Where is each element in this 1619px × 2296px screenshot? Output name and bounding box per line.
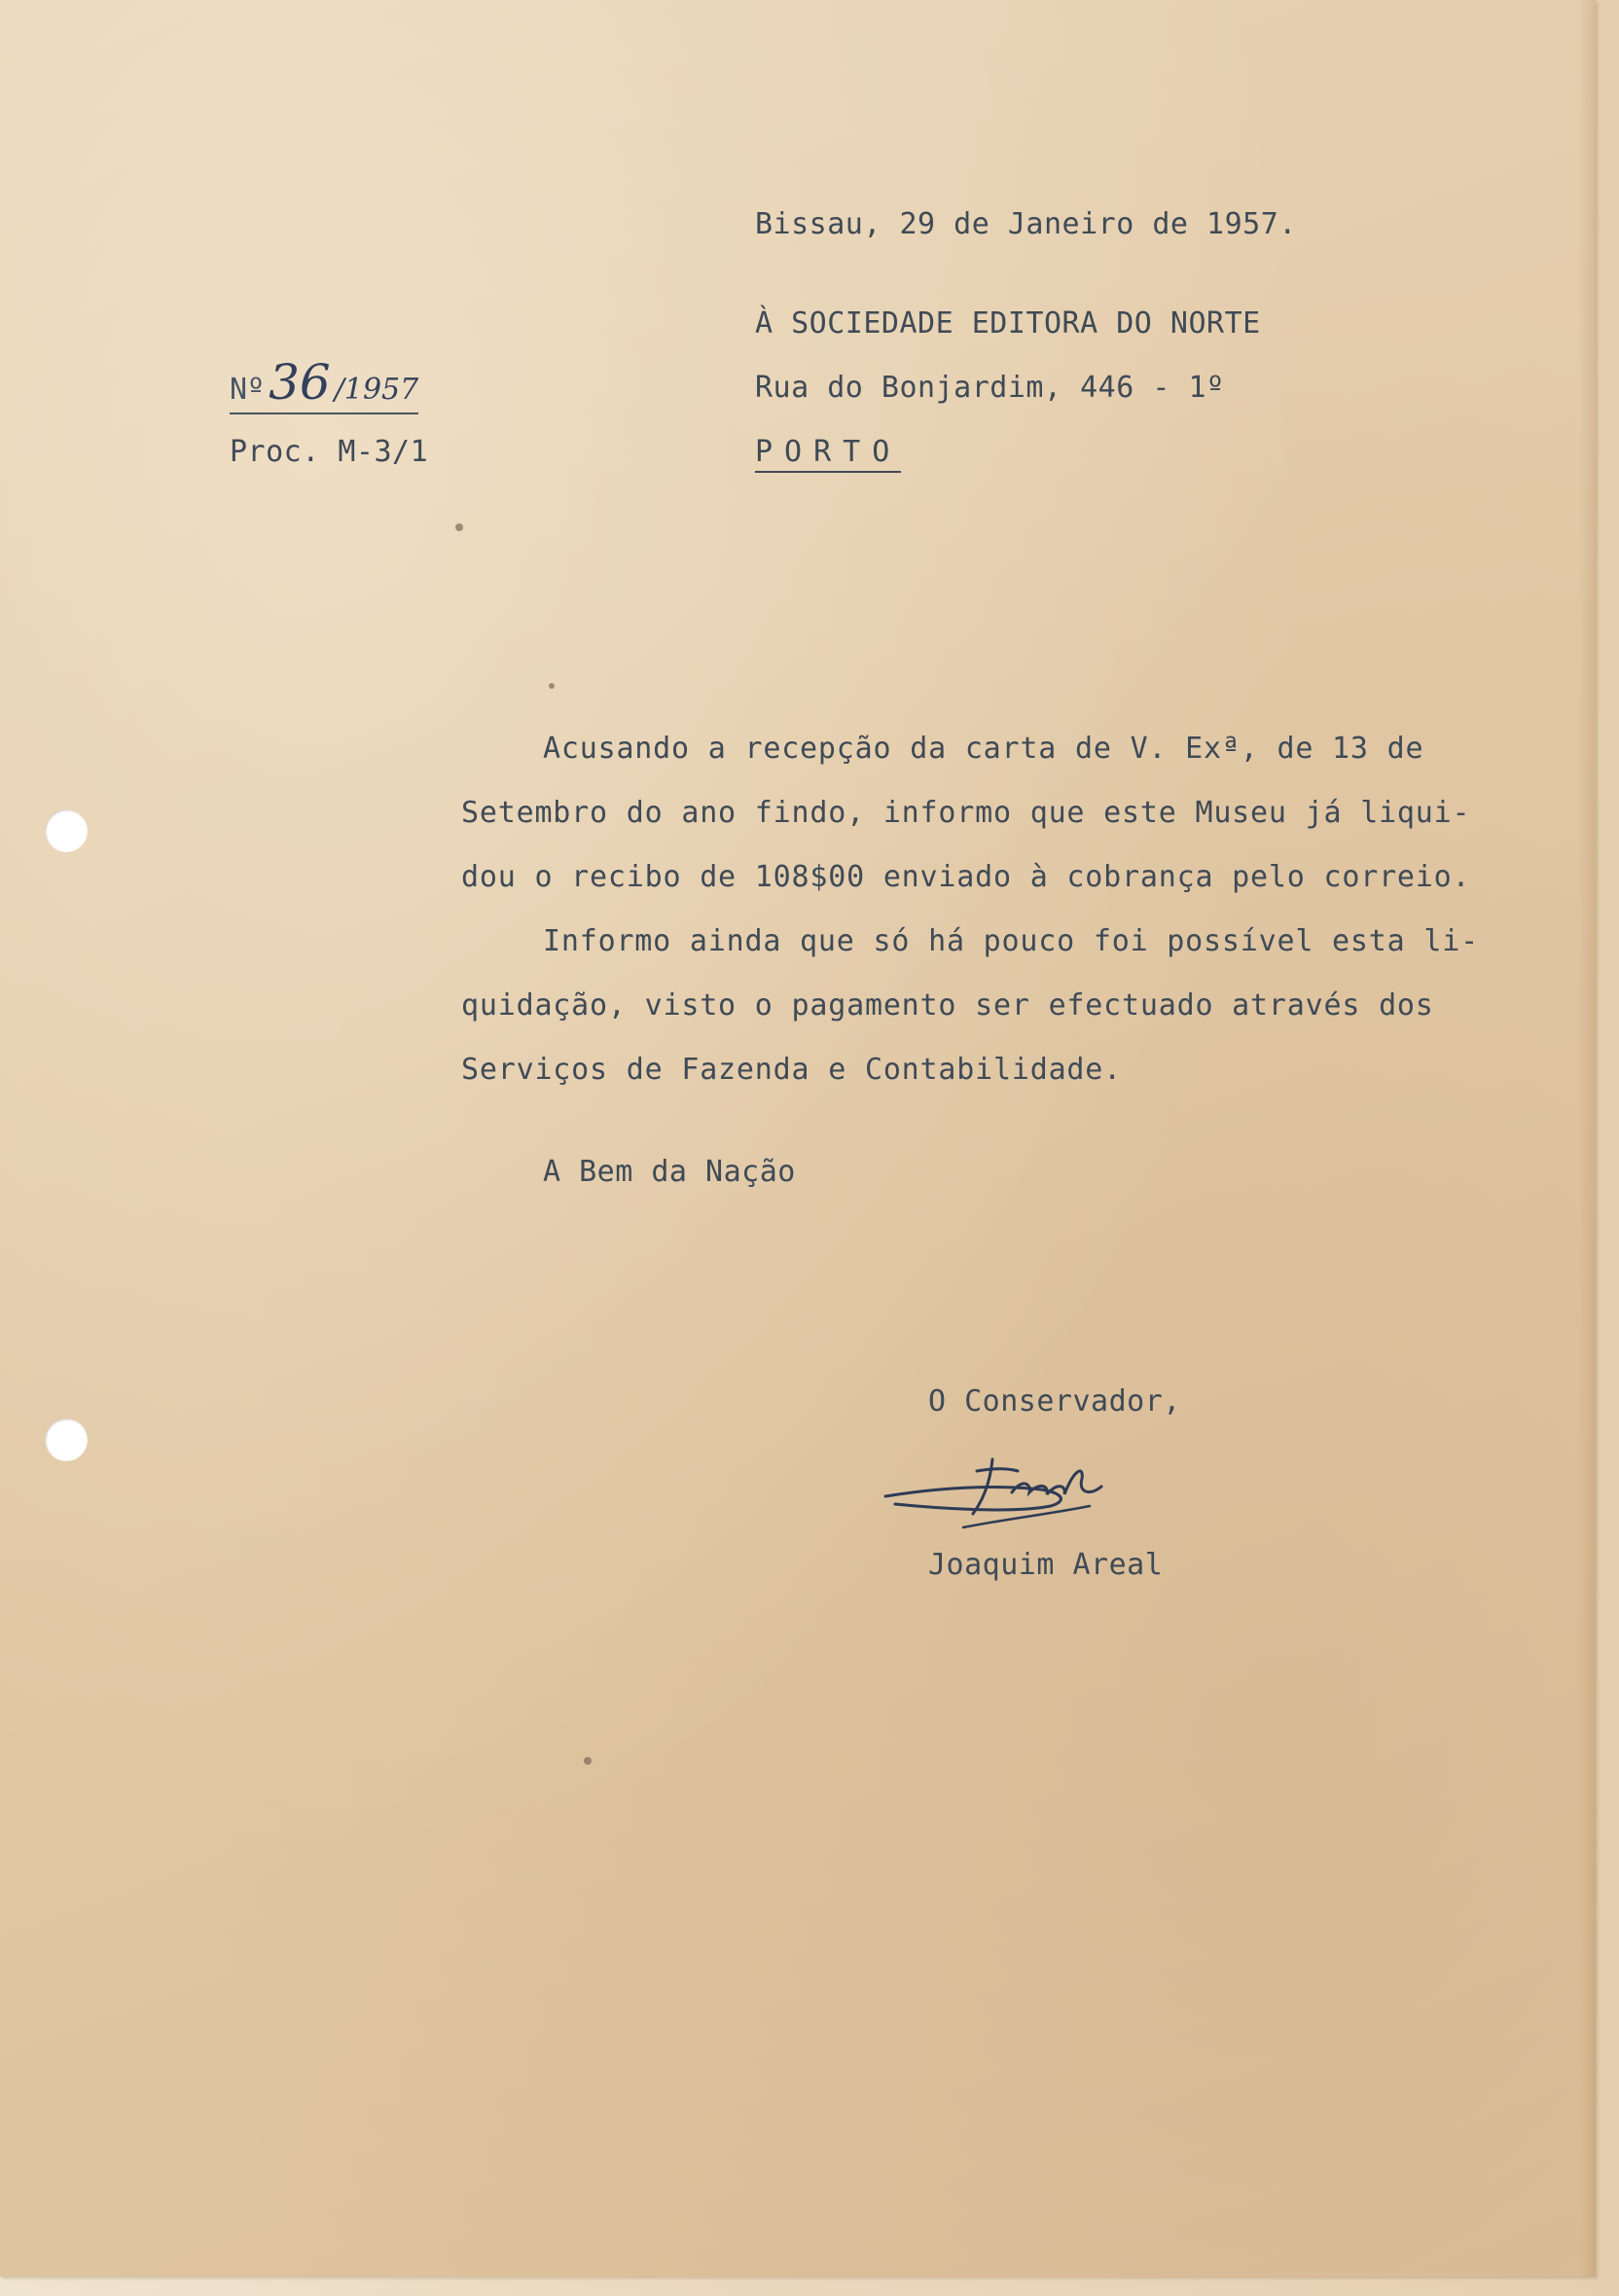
paper-speck [455, 523, 463, 531]
paper-speck [549, 683, 555, 689]
body-line: quidação, visto o pagamento ser efectuado através dos [461, 988, 1434, 1022]
reference-prefix: Nº [230, 373, 266, 407]
punch-hole-top [45, 809, 88, 852]
recipient-name: À SOCIEDADE EDITORA DO NORTE [755, 306, 1261, 341]
body-line: Informo ainda que só há pouco foi possível esta li- [543, 924, 1479, 958]
body-line: Acusando a recepção da carta de V. Exª, de 13 de [543, 732, 1424, 766]
body-line: Serviços de Fazenda e Contabilidade. [461, 1053, 1123, 1087]
reference-handwritten-number: 36 [269, 354, 331, 411]
handwritten-signature [876, 1450, 1168, 1547]
body-line: Setembro do ano findo, informo que este Museu já liqui- [461, 796, 1471, 830]
paper-edge-shadow [1578, 0, 1596, 2277]
signer-name: Joaquim Areal [928, 1548, 1164, 1582]
reference-year: /1957 [334, 373, 419, 407]
punch-hole-bottom [45, 1418, 88, 1461]
recipient-street: Rua do Bonjardim, 446 - 1º [755, 371, 1225, 405]
recipient-city [755, 434, 901, 471]
signer-title: O Conservador, [928, 1384, 1181, 1418]
body-line: dou o recibo de 108$00 enviado à cobrança pelo correio. [461, 860, 1471, 894]
paper-speck [584, 1757, 592, 1765]
reference-number [230, 354, 418, 414]
closing-salutation: A Bem da Nação [543, 1155, 796, 1189]
process-reference: Proc. M-3/1 [230, 435, 429, 469]
recipient-city-text: PORTO [755, 435, 901, 473]
place-date: Bissau, 29 de Janeiro de 1957. [755, 207, 1297, 241]
